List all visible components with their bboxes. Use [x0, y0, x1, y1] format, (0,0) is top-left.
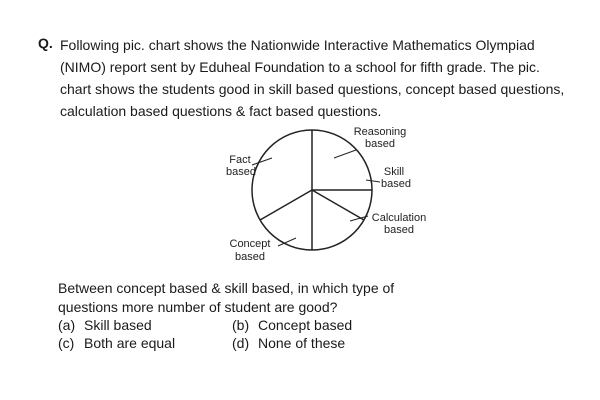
sub-question-line-2: questions more number of student are good? [58, 299, 338, 315]
question-text [60, 34, 575, 122]
option-b-text: Concept based [258, 317, 353, 333]
label-fact-line-2: based [226, 166, 256, 178]
label-skill-line-1: Skill [383, 166, 405, 178]
label-reasoning-line-1: Reasoning [353, 126, 407, 138]
label-concept-line-1: Concept [229, 238, 271, 250]
option-b[interactable] [232, 316, 352, 334]
option-d-label: (d) [232, 335, 250, 351]
leader-reasoning [334, 150, 356, 158]
question-number: Q. [38, 35, 53, 51]
question-line-2: (NIMO) report sent by Eduheal Foundation to a school for fifth grade. The pic. [60, 59, 540, 75]
label-skill-line-2: based [381, 178, 411, 190]
option-c-text: Both are equal [84, 335, 176, 351]
option-a-label: (a) [58, 317, 76, 333]
leader-skill [366, 180, 380, 182]
question-line-3: chart shows the students good in skill based questions, concept based questions, [60, 81, 565, 97]
option-d-text: None of these [258, 335, 346, 351]
label-reasoning-line-2: based [365, 138, 395, 150]
option-c-label: (c) [58, 335, 75, 351]
pie-chart [200, 120, 450, 270]
label-calculation-line-2: based [384, 224, 414, 236]
question-line-1: Following pic. chart shows the Nationwide Interactive Mathematics Olympiad [60, 37, 535, 53]
label-concept-line-2: based [235, 251, 265, 263]
sub-question-line-1: Between concept based & skill based, in which type of [58, 280, 395, 296]
label-fact-line-1: Fact [229, 154, 251, 166]
option-d[interactable] [232, 334, 345, 352]
sub-question [58, 279, 458, 317]
label-calculation-line-1: Calculation [371, 212, 427, 224]
option-c[interactable] [58, 334, 175, 352]
pie-slice-boundary-fact [260, 190, 312, 220]
pie-slice-boundary-calculation [312, 190, 364, 220]
option-b-label: (b) [232, 317, 250, 333]
option-a[interactable] [58, 316, 152, 334]
option-a-text: Skill based [84, 317, 152, 333]
leader-fact [252, 158, 272, 165]
question-line-4: calculation based questions & fact based questions. [60, 103, 382, 119]
